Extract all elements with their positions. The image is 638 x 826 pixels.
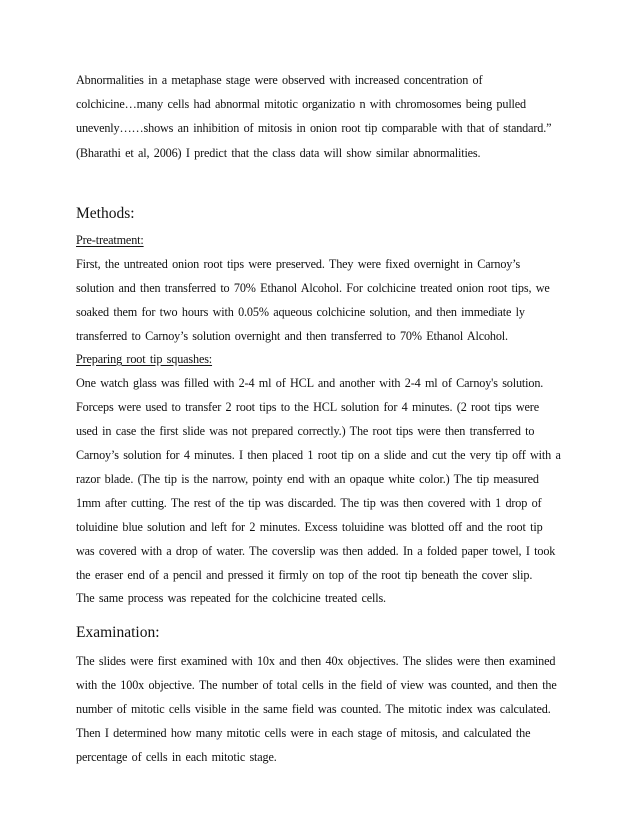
squash-line: Carnoy’s solution for 4 minutes. I then placed 1 root tip on a slide and cut the very tip off with a [76, 448, 561, 462]
intro-line: colchicine…many cells had abnormal mitotic organizatio n with chromosomes being pulled [76, 97, 526, 111]
squash-line: was covered with a drop of water. The coverslip was then added. In a folded paper towel, I took [76, 544, 556, 558]
pretreatment-line: solution and then transferred to 70% Ethanol Alcohol. For colchicine treated onion root tips, we [76, 281, 550, 295]
pretreatment-line: transferred to Carnoy’s solution overnight and then transferred to 70% Ethanol Alcohol. [76, 329, 508, 343]
examination-line: Then I determined how many mitotic cells were in each stage of mitosis, and calculated the [76, 726, 531, 740]
methods-heading: Methods: [76, 205, 135, 222]
squash-line: One watch glass was filled with 2-4 ml of HCL and another with 2-4 ml of Carnoy's solution. [76, 376, 544, 390]
pretreatment-line: First, the untreated onion root tips were preserved. They were fixed overnight in Carnoy’s [76, 257, 521, 271]
examination-line: percentage of cells in each mitotic stage. [76, 750, 277, 764]
intro-line: unevenly……shows an inhibition of mitosis in onion root tip comparable with that of standard.” [76, 121, 552, 135]
squash-line: razor blade. (The tip is the narrow, pointy end with an opaque white color.) The tip measured [76, 472, 539, 486]
squash-heading: Preparing root tip squashes: [76, 352, 213, 366]
squash-line: The same process was repeated for the colchicine treated cells. [76, 591, 386, 605]
pretreatment-heading: Pre-treatment: [76, 233, 144, 247]
examination-line: The slides were first examined with 10x and then 40x objectives. The slides were then examined [76, 654, 556, 668]
intro-line: (Bharathi et al, 2006) I predict that the class data will show similar abnormalities. [76, 146, 481, 160]
squash-line: Forceps were used to transfer 2 root tips to the HCL solution for 4 minutes. (2 root tips were [76, 400, 539, 414]
examination-heading: Examination: [76, 624, 160, 641]
squash-line: the eraser end of a pencil and pressed it firmly on top of the root tip beneath the cover slip. [76, 568, 533, 582]
squash-line: used in case the first slide was not prepared correctly.) The root tips were then transferred to [76, 424, 535, 438]
examination-line: with the 100x objective. The number of total cells in the field of view was counted, and then the [76, 678, 557, 692]
squash-line: toluidine blue solution and left for 2 minutes. Excess toluidine was blotted off and the root tip [76, 520, 543, 534]
intro-line: Abnormalities in a metaphase stage were observed with increased concentration of [76, 73, 483, 87]
pretreatment-line: soaked them for two hours with 0.05% aqueous colchicine solution, and then immediate ly [76, 305, 525, 319]
examination-line: number of mitotic cells visible in the same field was counted. The mitotic index was calculated. [76, 702, 551, 716]
squash-line: 1mm after cutting. The rest of the tip was discarded. The tip was then covered with 1 drop of [76, 496, 542, 510]
